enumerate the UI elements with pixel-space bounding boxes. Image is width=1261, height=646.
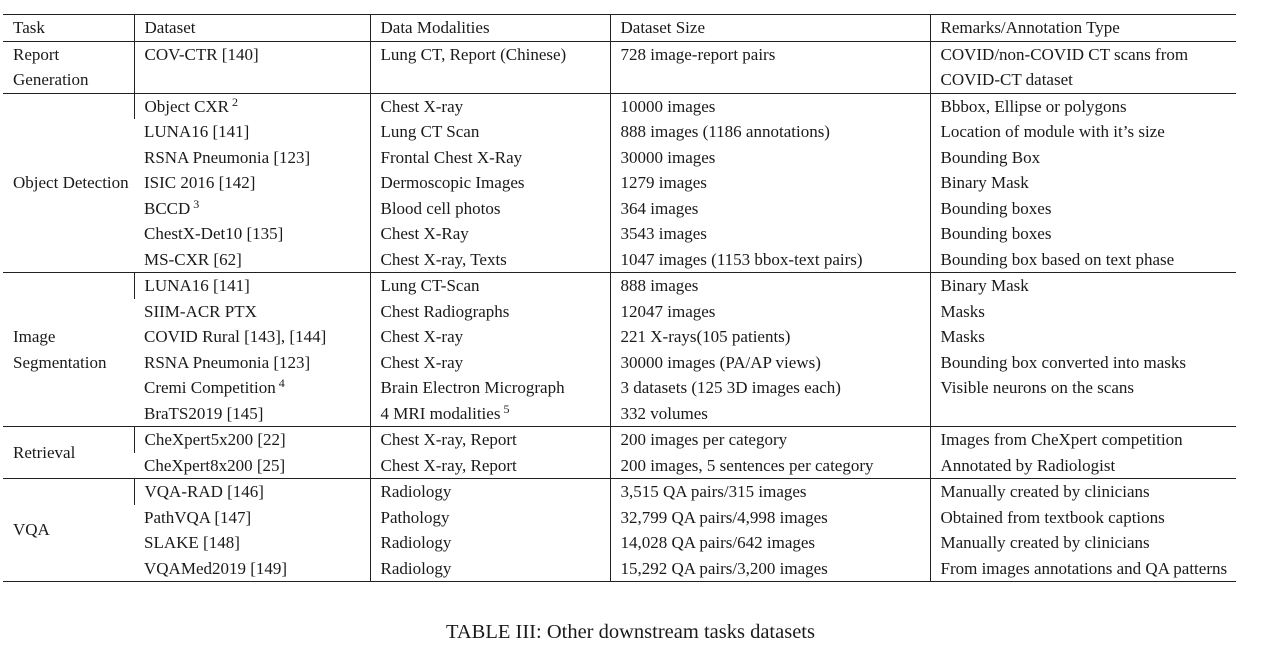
size-cell: 32,799 QA pairs/4,998 images: [610, 505, 930, 531]
datasets-table: [3, 14, 1236, 582]
dataset-cell: RSNA Pneumonia [123]: [144, 352, 311, 372]
table-row: [3, 299, 1236, 325]
size-cell: 364 images: [610, 196, 930, 222]
remarks-cell: Binary Mask: [930, 170, 1236, 196]
modality-cell: Lung CT-Scan: [370, 273, 610, 299]
modality-cell: Radiology: [370, 530, 610, 556]
header-dataset: Dataset: [134, 15, 370, 42]
size-cell: 728 image-report pairs: [610, 41, 930, 93]
table-row: [3, 41, 1236, 93]
header-task: Task: [13, 18, 45, 37]
remarks-cell: Manually created by clinicians: [930, 530, 1236, 556]
footnote-marker: 4: [278, 376, 285, 390]
remarks-cell: Bounding Box: [930, 145, 1236, 171]
modality-cell: Radiology: [370, 479, 610, 505]
modality-cell: Chest X-ray: [370, 350, 610, 376]
table-row: [3, 479, 1236, 505]
table-row: [3, 196, 1236, 222]
size-cell: 332 volumes: [610, 401, 930, 427]
modality-cell: Chest X-ray, Report: [370, 427, 610, 453]
modality-cell: Lung CT Scan: [370, 119, 610, 145]
size-cell: 3,515 QA pairs/315 images: [610, 479, 930, 505]
group-image-segmentation: [3, 273, 1236, 427]
size-cell: 10000 images: [610, 93, 930, 119]
remarks-cell: Bounding boxes: [930, 196, 1236, 222]
remarks-cell: [930, 401, 1236, 427]
remarks-cell: Bounding boxes: [930, 221, 1236, 247]
remarks-cell: Images from CheXpert competition: [930, 427, 1236, 453]
size-cell: 221 X-rays(105 patients): [610, 324, 930, 350]
size-cell: 30000 images (PA/AP views): [610, 350, 930, 376]
dataset-cell: [134, 375, 370, 401]
table-row: [3, 453, 1236, 479]
size-cell: 3 datasets (125 3D images each): [610, 375, 930, 401]
dataset-cell: VQA-RAD [146]: [134, 479, 370, 505]
remarks-cell: COVID/non-COVID CT scans from COVID-CT dataset: [930, 41, 1236, 93]
table-row: [3, 375, 1236, 401]
modality-cell: Chest X-ray, Texts: [370, 247, 610, 273]
size-cell: 15,292 QA pairs/3,200 images: [610, 556, 930, 582]
table-row: [3, 170, 1236, 196]
remarks-cell: From images annotations and QA patterns: [930, 556, 1236, 582]
remarks-cell: Visible neurons on the scans: [930, 375, 1236, 401]
footnote-marker: 3: [193, 196, 200, 211]
size-cell: 12047 images: [610, 299, 930, 325]
table-row: [3, 273, 1236, 299]
table-row: [3, 93, 1236, 119]
table-row: [3, 221, 1236, 247]
task-cell: Image Segmentation: [13, 327, 107, 372]
group-retrieval: [3, 427, 1236, 479]
remarks-cell: Manually created by clinicians: [930, 479, 1236, 505]
modality-cell: Chest X-ray, Report: [370, 453, 610, 479]
modality-cell: Chest Radiographs: [370, 299, 610, 325]
modality-cell: Frontal Chest X-Ray: [370, 145, 610, 171]
remarks-cell: Bounding box based on text phase: [930, 247, 1236, 273]
group-vqa: [3, 479, 1236, 582]
dataset-cell: LUNA16 [141]: [134, 273, 370, 299]
remarks-cell: Bbbox, Ellipse or polygons: [930, 93, 1236, 119]
table-row: [3, 505, 1236, 531]
remarks-cell: Annotated by Radiologist: [930, 453, 1236, 479]
size-cell: 888 images: [610, 273, 930, 299]
size-cell: 1279 images: [610, 170, 930, 196]
dataset-cell: SLAKE [148]: [144, 533, 240, 552]
group-object-detection: [3, 93, 1236, 273]
table-row: [3, 530, 1236, 556]
modality-name: 4 MRI modalities: [380, 403, 501, 423]
remarks-cell: Obtained from textbook captions: [930, 505, 1236, 531]
dataset-cell: ISIC 2016 [142]: [144, 173, 256, 192]
remarks-cell: Masks: [930, 324, 1236, 350]
dataset-name: BCCD: [144, 198, 191, 218]
dataset-cell: BraTS2019 [145]: [144, 403, 264, 423]
remarks-cell: Bounding box converted into masks: [930, 350, 1236, 376]
dataset-cell: CheXpert8x200 [25]: [144, 455, 286, 475]
task-cell: VQA: [13, 520, 50, 540]
modality-cell: [370, 401, 610, 427]
table-row: [3, 247, 1236, 273]
table-header: [3, 15, 1236, 42]
size-cell: 14,028 QA pairs/642 images: [610, 530, 930, 556]
modality-cell: Dermoscopic Images: [370, 170, 610, 196]
dataset-cell: [134, 196, 370, 222]
task-cell: Object Detection: [13, 173, 129, 192]
table-caption: TABLE III: Other downstream tasks datasets: [446, 621, 815, 643]
size-cell: 888 images (1186 annotations): [610, 119, 930, 145]
dataset-cell: CheXpert5x200 [22]: [134, 427, 370, 453]
modality-cell: Blood cell photos: [370, 196, 610, 222]
modality-cell: Chest X-ray: [370, 324, 610, 350]
remarks-cell: Binary Mask: [930, 273, 1236, 299]
table-row: [3, 324, 1236, 350]
remarks-cell: Masks: [930, 299, 1236, 325]
modality-cell: Chest X-Ray: [370, 221, 610, 247]
dataset-cell: MS-CXR [62]: [144, 249, 242, 269]
modality-cell: Brain Electron Micrograph: [370, 375, 610, 401]
header-size: Dataset Size: [610, 15, 930, 42]
modality-cell: Radiology: [370, 556, 610, 582]
dataset-name: Object CXR: [144, 96, 230, 116]
task-cell: Retrieval: [13, 442, 76, 462]
table-row: [3, 556, 1236, 582]
table-row: [3, 427, 1236, 453]
dataset-cell: COV-CTR [140]: [134, 41, 370, 93]
dataset-cell: ChestX-Det10 [135]: [144, 224, 284, 243]
group-report-generation: [3, 41, 1236, 93]
footnote-marker: 2: [232, 94, 239, 109]
dataset-name: Cremi Competition: [144, 378, 276, 397]
table-row: [3, 145, 1236, 171]
size-cell: 3543 images: [610, 221, 930, 247]
dataset-cell: SIIM-ACR PTX: [144, 301, 257, 321]
table-row: [3, 401, 1236, 427]
dataset-cell: VQAMed2019 [149]: [144, 558, 288, 578]
size-cell: 200 images per category: [610, 427, 930, 453]
size-cell: 200 images, 5 sentences per category: [610, 453, 930, 479]
header-remarks: Remarks/Annotation Type: [930, 15, 1236, 42]
task-cell: Report Generation: [13, 44, 89, 89]
footnote-marker: 5: [503, 401, 510, 416]
modality-cell: Pathology: [370, 505, 610, 531]
dataset-cell: RSNA Pneumonia [123]: [144, 147, 311, 167]
table-row: [3, 350, 1236, 376]
size-cell: 1047 images (1153 bbox-text pairs): [610, 247, 930, 273]
dataset-cell: LUNA16 [141]: [144, 122, 250, 141]
remarks-cell: Location of module with it’s size: [930, 119, 1236, 145]
table-row: [3, 119, 1236, 145]
modality-cell: Lung CT, Report (Chinese): [370, 41, 610, 93]
header-modality: Data Modalities: [370, 15, 610, 42]
dataset-cell: PathVQA [147]: [144, 507, 252, 527]
modality-cell: Chest X-ray: [370, 93, 610, 119]
size-cell: 30000 images: [610, 145, 930, 171]
dataset-cell: COVID Rural [143], [144]: [144, 327, 327, 346]
dataset-cell: [134, 93, 370, 119]
